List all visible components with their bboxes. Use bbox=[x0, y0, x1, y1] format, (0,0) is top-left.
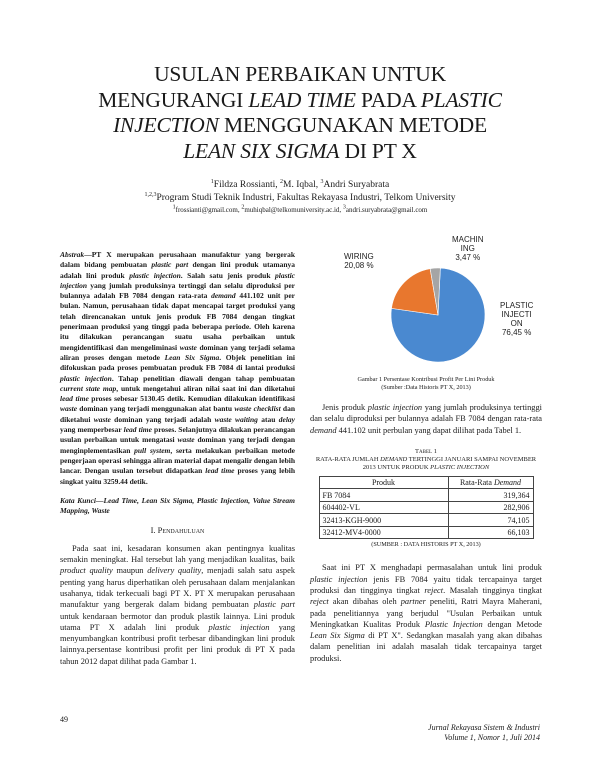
right-paragraph-1: Jenis produk plastic injection yang jumlah produksinya tertinggi dan selalu diproduksi per bulannya adalah FB 7084 dengan rata-rata demand 441.102 unit perbulan yang dapat dilihat pada Tabel 1. bbox=[310, 403, 542, 435]
table-title: Tabel 1 RATA-RATA JUMLAH DEMAND TERTINGGI JANUARI SAMPAI NOVEMBER 2013 UNTUK PRODUK PLASTIC INJECTION bbox=[315, 447, 537, 471]
right-column bbox=[310, 235, 543, 664]
pie-label-machining: MACHIN ING 3,47 % bbox=[452, 235, 484, 262]
author-block bbox=[60, 179, 540, 215]
left-column bbox=[60, 250, 295, 667]
right-paragraph-2: Saat ini PT X menghadapi permasalahan untuk lini produk plastic injection jenis FB 7084 yaitu tidak tercapainya target produksi dan tingginya tingkat reject. Masalah tingginya tingkat reject akan dibahas oleh partner peneliti, Ratri Mayra Maherani, pada penelitiannya yang berjudul "Usulan Perbaikan untuk Meningkatkan Kualitas Produk Plastic Injection dengan Metode Lean Six Sigma di PT X". Sedangkan masalah yang akan dibahas dalam penelitian ini adalah masalah tidak tercapainya target produksi. bbox=[310, 563, 543, 663]
pie-label-plastic-injection: PLASTIC INJECTI ON 76,45 % bbox=[500, 301, 534, 337]
keywords: Kata Kunci—Lead Time, Lean Six Sigma, Plastic Injection, Value Stream Mapping, Waste bbox=[60, 495, 296, 516]
figure-caption: Gambar 1 Persentase Kontribusi Profit Per Lini Produk (Sumber :Data Historis PT X, 2013) bbox=[357, 376, 495, 391]
title-line-2: MENGURANGI LEAD TIME PADA PLASTIC bbox=[98, 87, 502, 112]
table-header-product: Produk bbox=[319, 476, 448, 489]
author-affiliation: $^{1,2,3}$Program Studi Teknik Industri, Fakultas Rekayasa Industri, Telkom University bbox=[144, 191, 456, 203]
journal-footer: Jurnal Rekayasa Sistem & Industri Volume 1, Nomor 1, Juli 2014 bbox=[428, 723, 540, 742]
title-line-3: INJECTION MENGGUNAKAN METODE bbox=[113, 113, 487, 137]
author-names: $^1$Fildza Rossianti, $^2$M. Iqbal, $^3$Andri Suryabrata bbox=[210, 178, 390, 190]
table-row: FB 7084 319,364 bbox=[319, 489, 533, 502]
table-header-row bbox=[319, 476, 533, 489]
table-header-average: Rata-Rata Demand bbox=[448, 476, 533, 489]
page-number: 49 bbox=[60, 715, 68, 724]
title-line-1: USULAN PERBAIKAN UNTUK bbox=[154, 62, 446, 86]
abstract: Abstrak—PT X merupakan perusahaan manufaktur yang bergerak dalam bidang pembuatan plastic part dengan lini produk utamanya adalah lini produk plastic injection. Salah satu jenis produk plastic injection yang jumlah produksinya tertinggi dan selalu diproduksi per bulannya adalah FB 7084 dengan rata-rata demand 441.102 unit per bulan. Namun, perusahaan tidak dapat mencapai target produksi yang telah direncanakan untuk jenis produk FB 7084 dengan tingkat penerimaan produksi yang tinggi pada beberapa periode. Oleh karena itu dilakukan perancangan suatu usaha perbaikan untuk mengidentifikasi dan mengeliminasi waste dominan yang terjadi selama aliran proses dengan metode Lean Six Sigma. Objek penelitian ini difokuskan pada proses pembuatan produk FB 7084 di lantai produksi plastic injection. Tahap penelitian diawali dengan tahap pembuatan current state map, untuk mengetahui aliran nilai saat ini dan diketahui lead time proses sebesar 5130.45 detik. Kemudian dilakukan identifikasi waste dominan yang terjadi menggunakan alat bantu waste checklist dan diketahui waste dominan yang terjadi adalah waste waiting atau delay yang memperbesar lead time proses. Selanjutnya dilakukan perancangan usulan perbaikan untuk mengatasi waste dominan yang terjadi dengan menginplementasikan pull system, serta melakukan perbaikan metode pengerjaan operasi sehingga aliran material dapat mengalir dengan lebih lancar. Dengan usulan tersebut didapatkan lead time proses yang lebih singkat yaitu 3259.44 detik. bbox=[60, 250, 296, 486]
author-emails: $^1$frossianti@gmail.com, $^2$muhiqbal@telkomuniversity.ac.id, $^3$andri.suryabrata@gmail.com bbox=[172, 204, 428, 214]
pie-label-wiring: WIRING 20,08 % bbox=[344, 252, 374, 270]
intro-paragraph: Pada saat ini, kesadaran konsumen akan pentingnya kualitas semakin meningkat. Hal tersebut lah yang menjadikan kualitas, baik product quality maupun delivery quality, menjadi salah satu aspek penting yang harus diperhatikan oleh perusahaan dalam menjalankan usahanya, tidak terkecuali bagi PT X. PT X merupakan perusahaan manufaktur yang bergerak dalam bidang pembuatan plastic part untuk kendaraan bermotor dan produk plastik lainnya. Lini produk utama PT X adalah lini produk plastic injection yang menyumbangkan kontribusi profit terbesar dibandingkan lini produk lainnya.persentase kontribusi profit per lini produk di PT X pada tahun 2012 dapat dilihat pada Gambar 1. bbox=[60, 543, 296, 666]
title-line-4: LEAN SIX SIGMA DI PT X bbox=[183, 138, 417, 163]
table-row: 604402-VL 282,906 bbox=[319, 501, 533, 514]
profit-pie-chart bbox=[310, 235, 542, 373]
section-heading-introduction: I. Pendahuluan bbox=[150, 525, 205, 536]
table-source: (SUMBER : DATA HISTORIS PT X, 2013) bbox=[371, 541, 481, 549]
demand-table bbox=[319, 476, 534, 540]
table-row: 32412-MV4-0000 66,103 bbox=[319, 526, 533, 539]
paper-title bbox=[60, 62, 540, 164]
table-row: 32413-KGH-9000 74,105 bbox=[319, 514, 533, 527]
